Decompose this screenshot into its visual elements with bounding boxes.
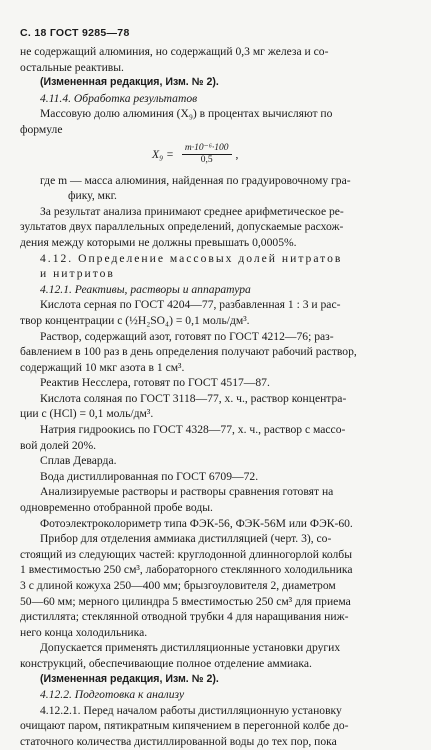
text-line: Массовую долю алюминия (X₉) в процентах вычисляют по [40,107,333,121]
text-line: очищают паром, пятикратным кипячением в перегонной колбе до- [20,719,349,733]
text-line: Допускается применять дистилляционные установки других [40,641,341,655]
text-line: Фотоэлектроколориметр типа ФЭК-56, ФЭК-56М или ФЭК-60. [40,516,353,530]
text-line: дистиллята; стеклянной отводной трубки 4 для наращивания ниж- [20,610,349,624]
text-block-1 [20,44,413,138]
text-line: Анализируемые растворы и растворы сравнения готовят на [40,485,334,499]
text-line: Натрия гидроокись по ГОСТ 4328—77, х. ч., раствор с массо- [40,423,346,437]
text-line: не содержащий алюминия, но содержащий 0,3 мг железа и со- [20,45,329,58]
text-block-2 [20,173,413,750]
text-line: твор концентрации с (½H₂SO₄) = 0,1 моль/дм³. [20,313,250,327]
text-line: где m — масса алюминия, найденная по градуировочному гра- [40,173,351,187]
text-line: Прибор для отделения аммиака дистилляцией (черт. 3), со- [40,532,332,546]
text-line: зультатов двух параллельных определений, допускаемые расхож- [20,220,344,234]
text-line: него конца холодильника. [20,625,148,639]
formula-tail: , [235,147,239,161]
formula-lhs: X₉ = [152,147,174,161]
text-line: статочного количества дистиллированной воды до тех пор, пока [20,734,337,748]
text-line: 4.12.1. Реактивы, растворы и аппаратура [40,282,251,296]
text-line: стоящий из следующих частей: круглодонной длинногорлой колбы [20,547,352,561]
text-line: 4.12.2.1. Перед началом работы дистилляционную установку [40,703,342,717]
text-line: дения между которыми не должны превышать 0,0005%. [20,235,297,249]
text-line: Вода дистиллированная по ГОСТ 6709—72. [40,469,259,483]
document-body [20,44,413,750]
text-line: 4.12.2. Подготовка к анализу [40,688,185,702]
text-line: Сплав Деварда. [40,454,117,468]
text-line: конструкций, обеспечивающие полное отделение аммиака. [20,656,312,670]
text-line: Раствор, содержащий азот, готовят по ГОСТ 4212—76; раз- [40,329,334,343]
text-line: формуле [20,122,63,136]
text-line: За результат анализа принимают среднее арифметическое ре- [40,204,344,218]
text-line: 1 вместимостью 250 см³, лабораторного стеклянного холодильника [20,563,353,577]
text-line: бавлением в 100 раз в день определения получают рабочий раствор, [20,345,357,359]
text-line: и нитритов [40,267,115,281]
formula-numerator: m·10⁻⁶·100 [182,143,232,155]
text-line: остальные реактивы. [20,60,124,74]
text-line: 4.11.4. Обработка результатов [40,91,198,105]
text-line: содержащий 10 мкг азота в 1 см³. [20,360,185,374]
text-line: 50—60 мм; мерного цилиндра 5 вместимостью 250 см³ для приема [20,594,351,608]
formula-denominator: 0,5 [200,155,213,166]
text-line: Кислота серная по ГОСТ 4204—77, разбавленная 1 : 3 и рас- [40,298,341,312]
text-line: Кислота соляная по ГОСТ 3118—77, х. ч., раствор концентра- [40,391,347,405]
text-line: (Измененная редакция, Изм. № 2). [40,672,219,685]
text-line: одновременно отобранной пробе воды. [20,501,213,515]
text-line: (Измененная редакция, Изм. № 2). [40,76,219,89]
text-line: фику, мкг. [68,189,117,203]
formula [20,140,413,170]
text-line: Реактив Несслера, готовят по ГОСТ 4517—87. [40,376,270,390]
text-line: вой долей 20%. [20,438,97,452]
text-line: ции с (HCl) = 0,1 моль/дм³. [20,407,154,421]
text-line: 3 с длиной кожуха 250—400 мм; брызгоуловителя 2, диаметром [20,579,336,592]
formula-fraction [182,143,232,166]
text-line: 4.12. Определение массовых долей нитратов [40,251,343,265]
page-header: С. 18 ГОСТ 9285—78 [20,27,130,39]
